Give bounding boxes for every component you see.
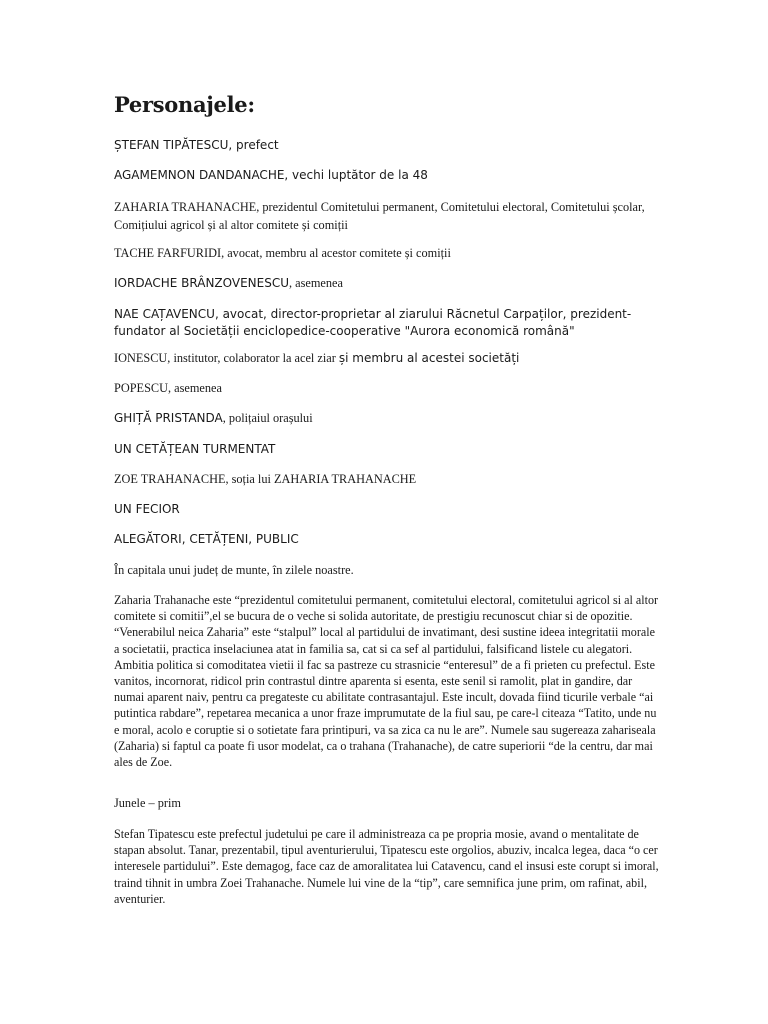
character-catavencu: NAE CAȚAVENCU, avocat, director-proprietar al ziarului Răcnetul Carpaților, prezident-fundator al Societății enciclopedice-cooperative "Aurora economică română" — [114, 307, 632, 338]
character-zoe: ZOE TRAHANACHE, soția lui ZAHARIA TRAHANACHE — [114, 472, 417, 486]
character-trahanache: ZAHARIA TRAHANACHE, prezidentul Comitetului permanent, Comitetului electoral, Comitetului școlar, Comițiului agricol și al altor comitete și comiții — [114, 200, 645, 232]
character-fecior: UN FECIOR — [114, 502, 180, 516]
page-title: Personajele: — [114, 92, 255, 117]
character-alegatori: ALEGĂTORI, CETĂȚENI, PUBLIC — [114, 532, 299, 546]
character-farfuridi: TACHE FARFURIDI, avocat, membru al acestor comitete și comiții — [114, 246, 451, 260]
subheading-june-prim: Junele – prim — [114, 796, 181, 810]
paragraph-stefan: Stefan Tipatescu este prefectul judetului pe care il administreaza ca pe propria mosie, avand o mentalitate de stapan absolut. Tanar, prezentabil, tipul aventurierului, Tipatescu este orgolios, abuziv, incalca legea, daca “o cer interesele partidului”. Este demagog, face caz de amoralitatea lui Catavencu, cand el insusi este corupt si imoral, traind tihnit in umbra Zoei Trahanache. Numele lui vine de la “tip”, care semnifica june prim, om rafinat, abil, aventurier. — [114, 827, 659, 906]
character-popescu: POPESCU, asemenea — [114, 381, 222, 395]
setting-line: În capitala unui județ de munte, în zilele noastre. — [114, 563, 354, 577]
character-pristanda: GHIȚĂ PRISTANDA, polițaiul orașului — [114, 411, 313, 425]
character-cetatean-turmentat: UN CETĂȚEAN TURMENTAT — [114, 442, 276, 456]
character-branzovenescu: IORDACHE BRÂNZOVENESCU, asemenea — [114, 276, 343, 290]
character-dandanache: AGAMEMNON DANDANACHE, vechi luptător de la 48 — [114, 168, 428, 182]
character-ionescu: IONESCU, institutor, colaborator la acel ziar și membru al acestei societăți — [114, 351, 520, 365]
character-tipatescu: ȘTEFAN TIPĂTESCU, prefect — [114, 138, 279, 152]
paragraph-zaharia: Zaharia Trahanache este “prezidentul comitetului permanent, comitetului electoral, comitetului agricol si al altor comitete si comitii”,el se bucura de o veche si solida autoritate, de prestigiu recunoscut chiar si de opozitie. “Venerabilul neica Zaharia” este “stalpul” local al partidului de invatimant, desi sustine ideea integritatii morale a societatii, practica inselaciunea atat in familia sa, cat si ca sef al partidului, falsificand listele cu alegatori. Ambitia politica si comoditatea vietii il fac sa pastreze cu strasnicie “enteresul” de a fi prieten cu prefectul. Este vanitos, incornorat, ridicol prin contrastul dintre aparenta si esenta, este senil si ramolit, plat in gandire, dar numai aparent naiv, pentru ca pregateste cu abilitate contrasantajul. Este incult, dovada fiind ticurile verbale “ai putintica rabdare”, repetarea mecanica a unor fraze imprumutate de la fiul sau, pe care-l citeaza “Tatito, unde nu e moral, acolo e coruptie si o sotietate fara printipuri, va sa zica ca nu le are”. Numele sau sugereaza zahariseala (Zaharia) si faptul ca poate fi usor modelat, ca o trahana (Trahanache), de catre superiorii “de la centru, dar mai ales de Zoe. — [114, 593, 659, 770]
